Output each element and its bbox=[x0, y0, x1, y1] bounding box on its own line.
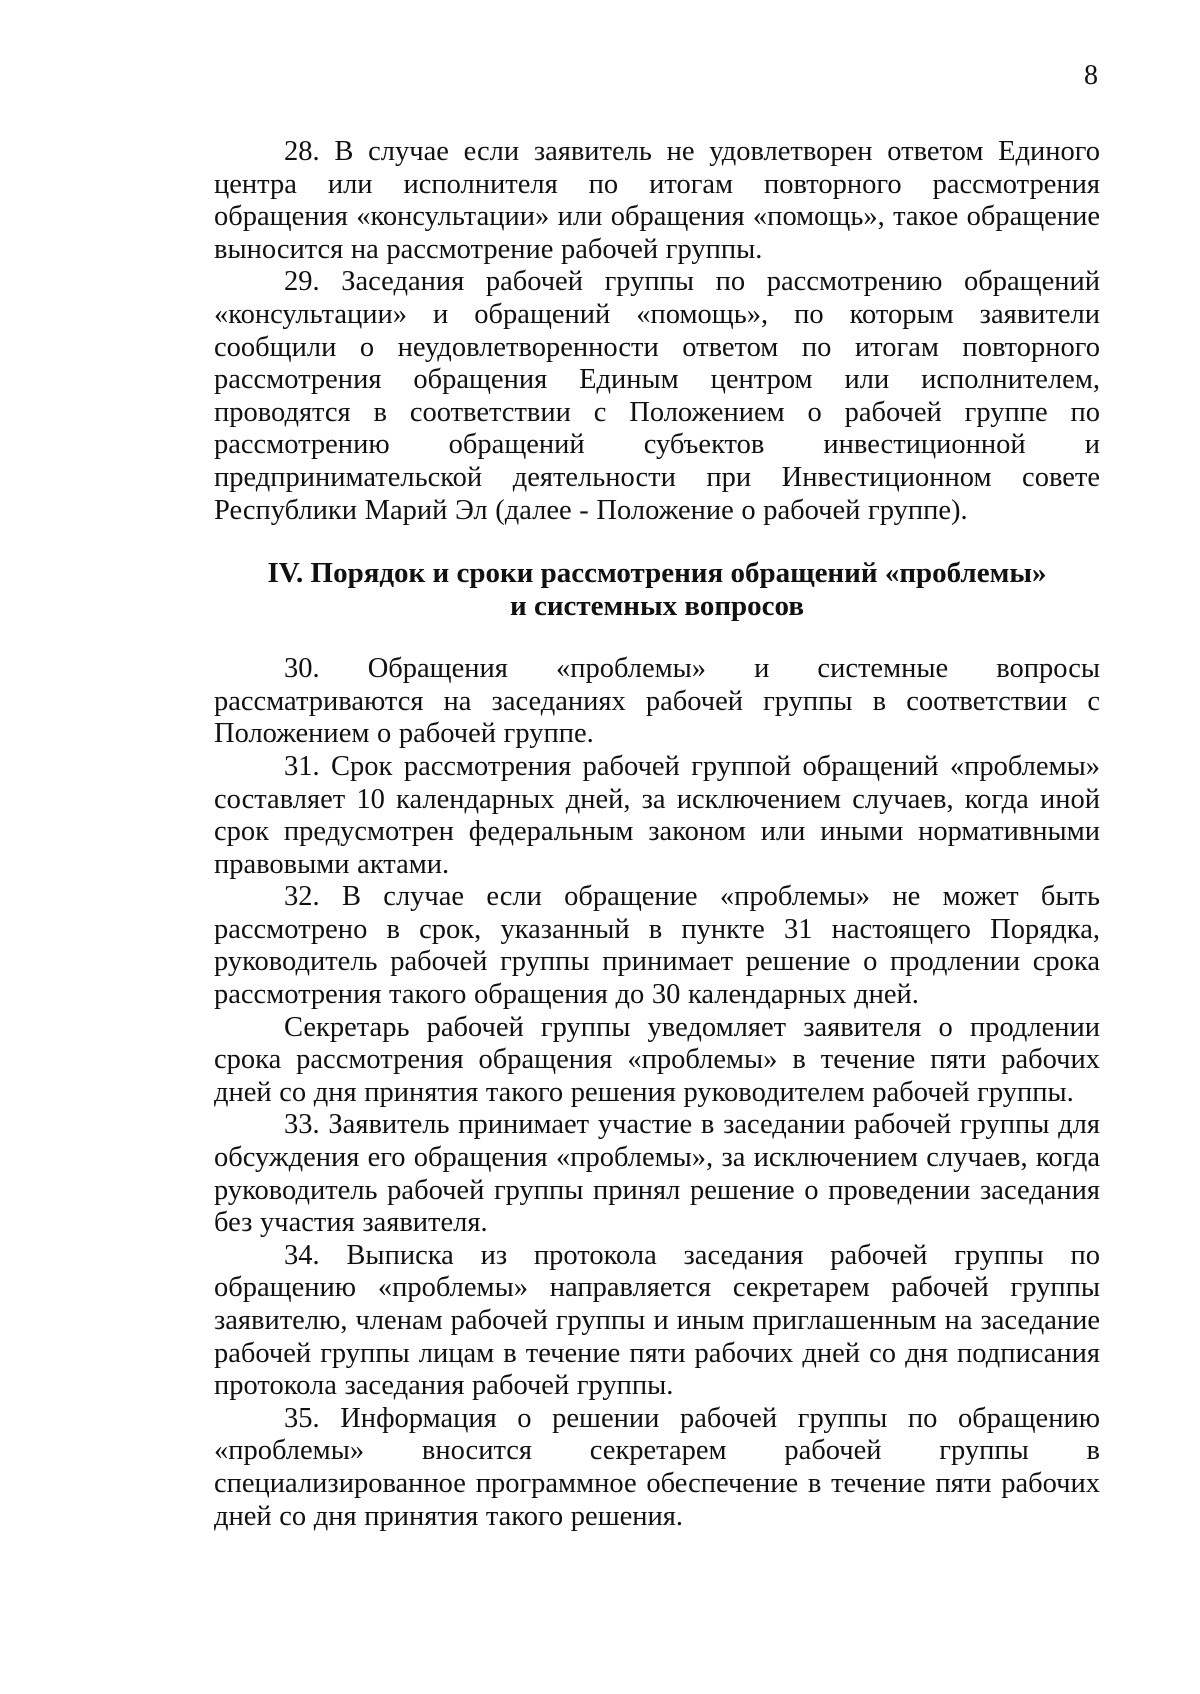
page-number: 8 bbox=[1084, 60, 1098, 91]
paragraph-34: 34. Выписка из протокола заседания рабочей группы по обращению «проблемы» направляется секретарем рабочей группы заявителю, членам рабочей группы и иным приглашенным на заседание рабочей группы лицам в течение пяти рабочих дней со дня подписания протокола заседания рабочей группы. bbox=[214, 1239, 1100, 1402]
paragraph-32: 32. В случае если обращение «проблемы» не может быть рассмотрено в срок, указанный в пункте 31 настоящего Порядка, руководитель рабочей группы принимает решение о продлении срока рассмотрения такого обращения до 30 календарных дней. bbox=[214, 881, 1100, 1011]
section-heading-line-2: и системных вопросов bbox=[510, 590, 804, 623]
section-heading-line-1: IV. Порядок и сроки рассмотрения обращений «проблемы» bbox=[267, 557, 1047, 590]
paragraph-30: 30. Обращения «проблемы» и системные вопросы рассматриваются на заседаниях рабочей группы в соответствии с Положением о рабочей группе. bbox=[214, 653, 1100, 750]
paragraph-33: 33. Заявитель принимает участие в заседании рабочей группы для обсуждения его обращения «проблемы», за исключением случаев, когда руководитель рабочей группы принял решение о проведении заседания без участия заявителя. bbox=[214, 1109, 1100, 1239]
paragraph-28: 28. В случае если заявитель не удовлетворен ответом Единого центра или исполнителя по итогам повторного рассмотрения обращения «консультации» или обращения «помощь», такое обращение выносится на рассмотрение рабочей группы. bbox=[214, 136, 1100, 265]
document-body bbox=[214, 136, 1100, 1533]
paragraph-29: 29. Заседания рабочей группы по рассмотрению обращений «консультации» и обращений «помощь», по которым заявители сообщили о неудовлетворенности ответом по итогам повторного рассмотрения обращения Единым центром или исполнителем, проводятся в соответствии с Положением о рабочей группе по рассмотрению обращений субъектов инвестиционной и предпринимательской деятельности при Инвестиционном совете Республики Марий Эл (далее - Положение о рабочей группе). bbox=[214, 266, 1100, 526]
section-heading-iv bbox=[214, 557, 1100, 623]
paragraph-32-secretary-notice: Секретарь рабочей группы уведомляет заявителя о продлении срока рассмотрения обращения «проблемы» в течение пяти рабочих дней со дня принятия такого решения руководителем рабочей группы. bbox=[214, 1011, 1100, 1108]
paragraph-35: 35. Информация о решении рабочей группы по обращению «проблемы» вносится секретарем рабочей группы в специализированное программное обеспечение в течение пяти рабочих дней со дня принятия такого решения. bbox=[214, 1402, 1100, 1532]
paragraph-31: 31. Срок рассмотрения рабочей группой обращений «проблемы» составляет 10 календарных дней, за исключением случаев, когда иной срок предусмотрен федеральным законом или иными нормативными правовыми актами. bbox=[214, 750, 1100, 880]
